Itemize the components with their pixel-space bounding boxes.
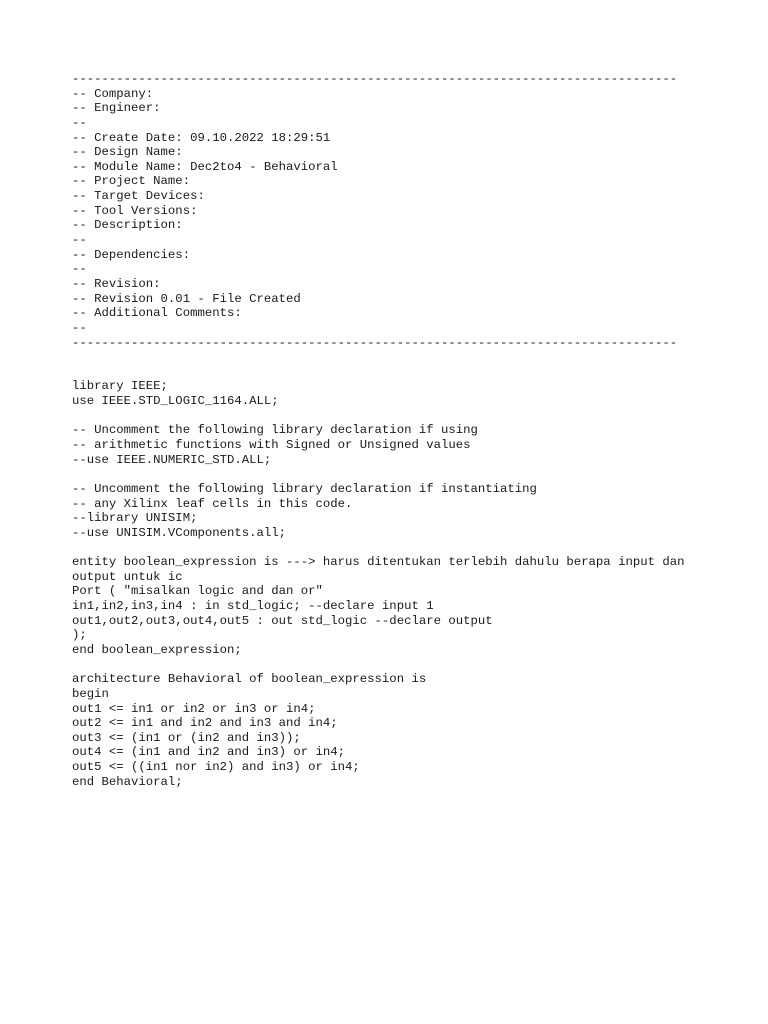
header-revision-detail-line: -- Revision 0.01 - File Created bbox=[72, 291, 301, 306]
blank-line bbox=[72, 365, 712, 380]
architecture-line: architecture Behavioral of boolean_expression is bbox=[72, 672, 427, 687]
header-module-name-line: -- Module Name: Dec2to4 - Behavioral bbox=[72, 159, 338, 174]
numeric-comment-line: --use IEEE.NUMERIC_STD.ALL; bbox=[72, 452, 272, 467]
header-additional-comments-line: -- Additional Comments: bbox=[72, 306, 242, 321]
header-design-name-line: -- Design Name: bbox=[72, 145, 183, 160]
header-create-date-line: -- Create Date: 09.10.2022 18:29:51 bbox=[72, 130, 331, 145]
header-comment-line: -- bbox=[72, 262, 87, 277]
blank-line bbox=[72, 541, 712, 556]
entity-line: end boolean_expression; bbox=[72, 642, 242, 657]
header-rule-top: ---------------------------------------------------------------------------------- bbox=[72, 72, 678, 86]
architecture-line: out3 <= (in1 or (in2 and in3)); bbox=[72, 730, 301, 745]
entity-line: out1,out2,out3,out4,out5 : out std_logic --declare output bbox=[72, 613, 493, 628]
use-line: use IEEE.STD_LOGIC_1164.ALL; bbox=[72, 394, 279, 409]
header-description-line: -- Description: bbox=[72, 218, 183, 233]
architecture-line: out5 <= ((in1 nor in2) and in3) or in4; bbox=[72, 760, 360, 775]
entity-line: output untuk ic bbox=[72, 569, 183, 584]
entity-line: Port ( "misalkan logic and dan or" bbox=[72, 584, 323, 599]
header-rule-bottom: ---------------------------------------------------------------------------------- bbox=[72, 335, 678, 350]
vhdl-code-block bbox=[72, 72, 712, 789]
architecture-line: out1 <= in1 or in2 or in3 or in4; bbox=[72, 701, 316, 716]
blank-line bbox=[72, 409, 712, 424]
header-revision-line: -- Revision: bbox=[72, 276, 161, 291]
header-tool-versions-line: -- Tool Versions: bbox=[72, 203, 198, 218]
library-line: library IEEE; bbox=[72, 379, 168, 394]
header-engineer-line: -- Engineer: bbox=[72, 101, 161, 116]
header-comment-line: -- bbox=[72, 115, 87, 130]
header-company-line: -- Company: bbox=[72, 86, 154, 101]
blank-line bbox=[72, 467, 712, 482]
unisim-comment-line: --library UNISIM; bbox=[72, 511, 198, 526]
entity-line: entity boolean_expression is ---> harus ditentukan terlebih dahulu berapa input dan bbox=[72, 555, 685, 570]
architecture-line: out4 <= (in1 and in2 and in3) or in4; bbox=[72, 745, 346, 760]
header-dependencies-line: -- Dependencies: bbox=[72, 247, 191, 262]
blank-line bbox=[72, 658, 712, 673]
header-project-name-line: -- Project Name: bbox=[72, 174, 191, 189]
header-comment-line: -- bbox=[72, 320, 87, 335]
architecture-line: out2 <= in1 and in2 and in3 and in4; bbox=[72, 716, 338, 731]
numeric-comment-line: -- Uncomment the following library declaration if using bbox=[72, 423, 478, 438]
header-target-devices-line: -- Target Devices: bbox=[72, 189, 205, 204]
unisim-comment-line: -- Uncomment the following library declaration if instantiating bbox=[72, 481, 537, 496]
architecture-line: end Behavioral; bbox=[72, 774, 183, 789]
architecture-line: begin bbox=[72, 686, 109, 701]
header-comment-line: -- bbox=[72, 233, 87, 248]
blank-line bbox=[72, 350, 712, 365]
entity-line: ); bbox=[72, 628, 87, 643]
entity-line: in1,in2,in3,in4 : in std_logic; --declare input 1 bbox=[72, 599, 434, 614]
numeric-comment-line: -- arithmetic functions with Signed or Unsigned values bbox=[72, 438, 471, 453]
unisim-comment-line: -- any Xilinx leaf cells in this code. bbox=[72, 496, 353, 511]
unisim-comment-line: --use UNISIM.VComponents.all; bbox=[72, 525, 287, 540]
